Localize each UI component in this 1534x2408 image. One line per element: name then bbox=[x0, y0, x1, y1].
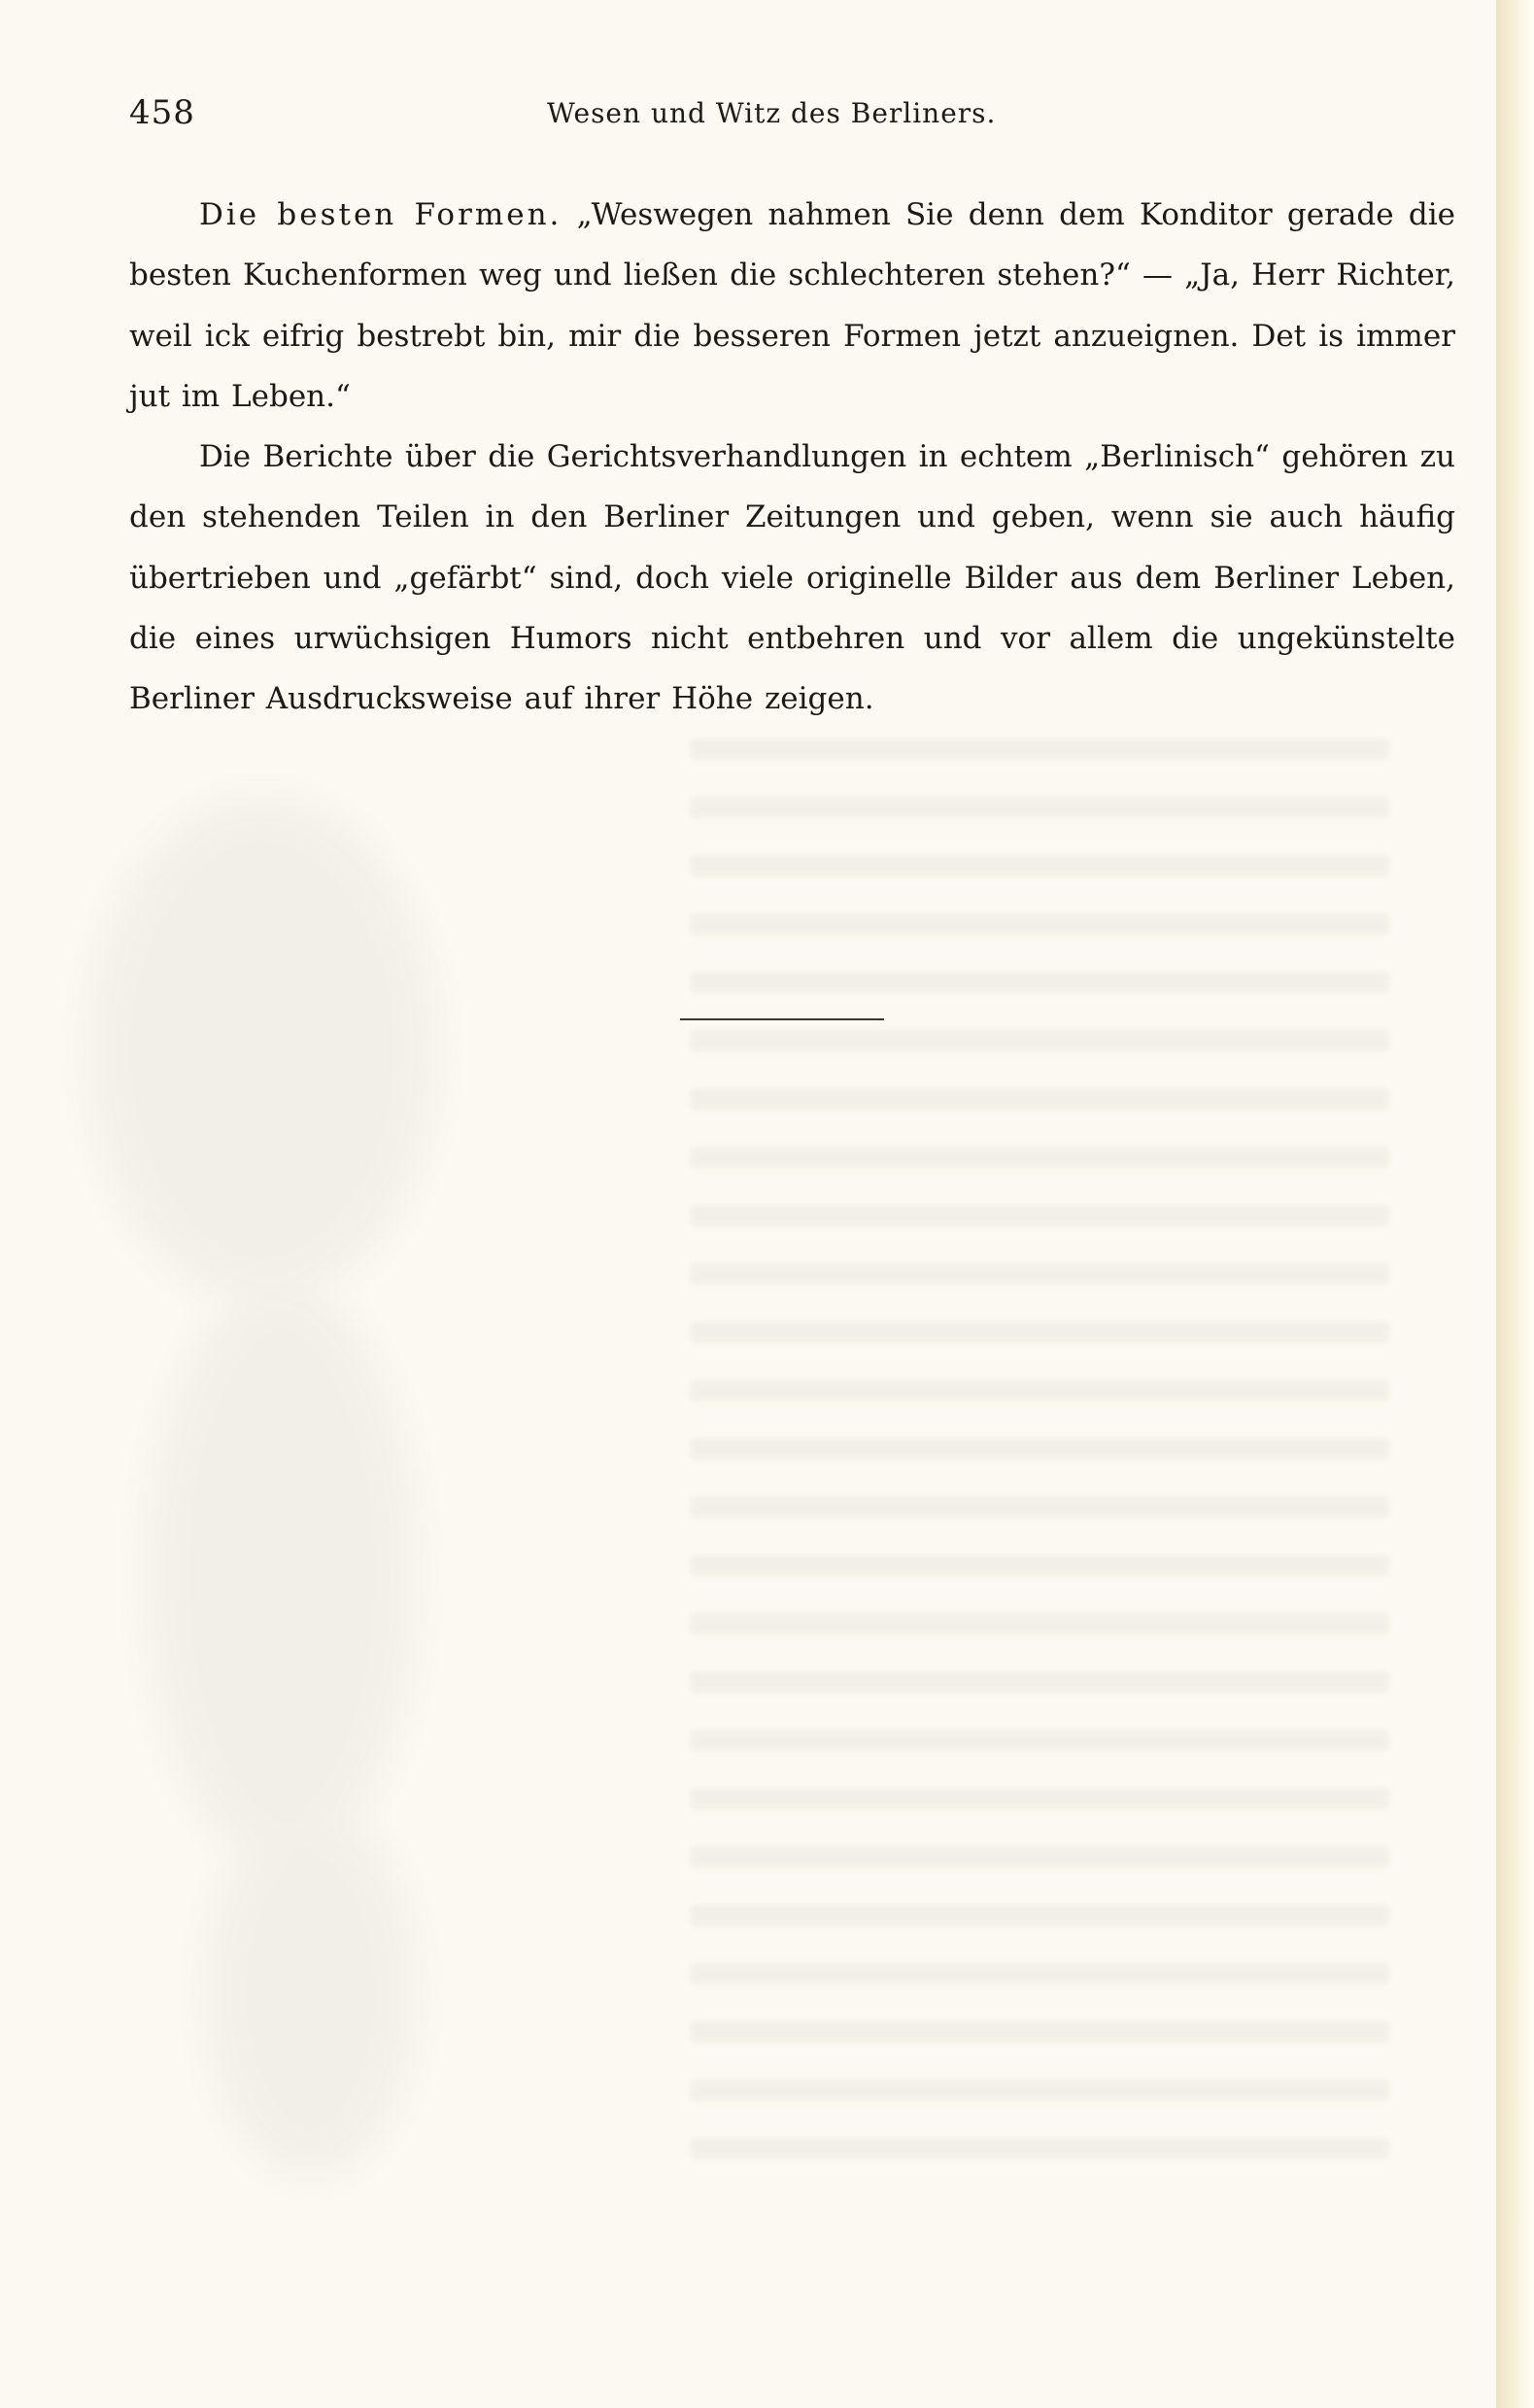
running-title: Wesen und Witz des Berliners. bbox=[547, 97, 997, 129]
page-number: 458 bbox=[129, 93, 195, 132]
page-header bbox=[129, 93, 1450, 142]
paragraph-gerichtsberichte bbox=[129, 427, 1455, 729]
paragraph-text: Die Berichte über die Gerichtsverhandlungen in echtem „Berlinisch“ gehören zu den stehenden Teilen in den Berliner Zeitungen und geben, wenn sie auch häufig übertrieben und „gefärbt“ sind, doch viele originelle Bilder aus dem Berliner Leben, die eines urwüchsigen Humors nicht entbehren und vor allem die ungekünstelte Berliner Ausdrucksweise auf ihrer Höhe zeigen. bbox=[129, 439, 1455, 717]
paragraph-lead: Die besten Formen. bbox=[199, 197, 562, 232]
body-text bbox=[129, 185, 1455, 730]
section-end-rule bbox=[680, 1018, 884, 1020]
paragraph-besten-formen bbox=[129, 185, 1455, 427]
paragraph-text: „Weswegen nahmen Sie denn dem Konditor gerade die besten Kuchenformen weg und ließen die schlechteren stehen?“ — „Ja, Herr Richter, weil ick eifrig bestrebt bin, mir die besseren Formen jetzt anzueignen. Det is immer jut im Leben.“ bbox=[129, 197, 1455, 414]
page-edge bbox=[1496, 0, 1534, 2408]
bleed-through-shadow bbox=[87, 739, 1428, 2313]
